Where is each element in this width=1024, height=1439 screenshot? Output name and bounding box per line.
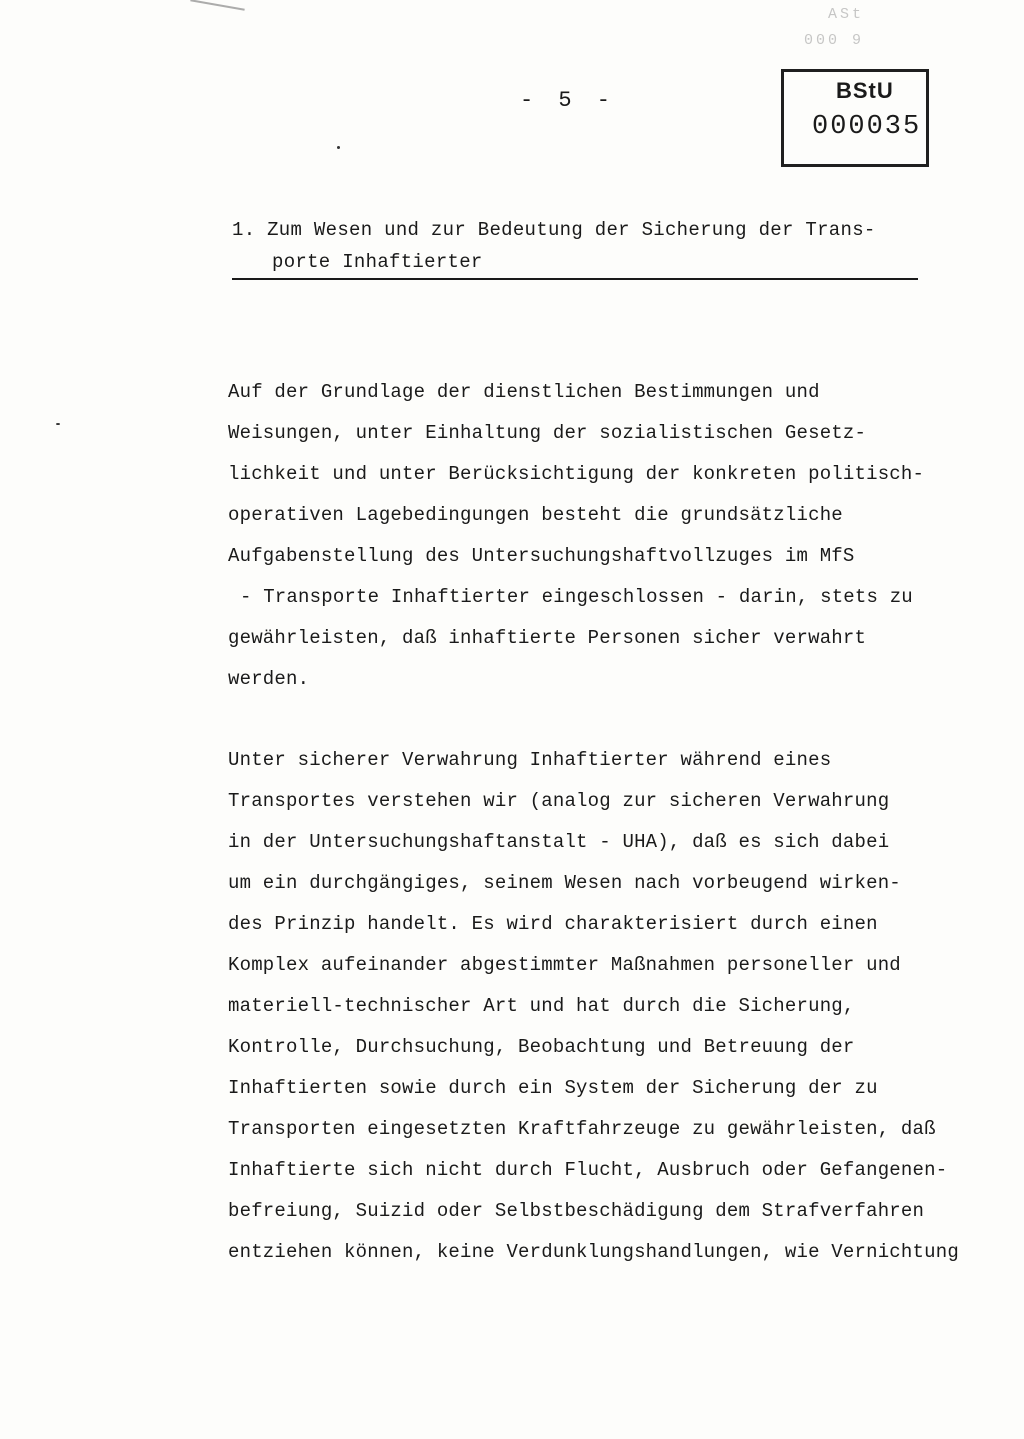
paragraph-line: Inhaftierte sich nicht durch Flucht, Ausbruch oder Gefangenen-: [228, 1159, 948, 1181]
paragraph-line: Auf der Grundlage der dienstlichen Bestimmungen und: [228, 381, 820, 403]
paragraph-line: lichkeit und unter Berücksichtigung der konkreten politisch-: [228, 463, 925, 485]
paragraph-line: werden.: [228, 668, 310, 690]
paragraph-line: befreiung, Suizid oder Selbstbeschädigung dem Strafverfahren: [228, 1200, 925, 1222]
archive-mark-line-1: ASt: [828, 6, 865, 23]
heading-line: porte Inhaftierter: [272, 251, 483, 273]
paragraph-line: operativen Lagebedingungen besteht die grundsätzliche: [228, 504, 843, 526]
section-heading: [232, 214, 932, 278]
paragraph-2: [228, 740, 1008, 1273]
paragraph-line: Weisungen, unter Einhaltung der sozialistischen Gesetz-: [228, 422, 867, 444]
paragraph-line: entziehen können, keine Verdunklungshandlungen, wie Vernichtung: [228, 1241, 959, 1263]
paragraph-1: [228, 372, 1008, 700]
paragraph-line: Unter sicherer Verwahrung Inhaftierter während eines: [228, 749, 832, 771]
stamp-number: 000035: [812, 112, 922, 142]
paragraph-line: Aufgabenstellung des Untersuchungshaftvollzuges im MfS: [228, 545, 855, 567]
archive-mark-line-2: 000 9: [804, 32, 865, 49]
paragraph-line: Komplex aufeinander abgestimmter Maßnahmen personeller und: [228, 954, 901, 976]
paragraph-line: um ein durchgängiges, seinem Wesen nach vorbeugend wirken-: [228, 872, 901, 894]
paragraph-line: gewährleisten, daß inhaftierte Personen sicher verwahrt: [228, 627, 867, 649]
paragraph-line: des Prinzip handelt. Es wird charakterisiert durch einen: [228, 913, 878, 935]
scan-pencil-mark: [190, 0, 245, 11]
paragraph-line: Transportes verstehen wir (analog zur sicheren Verwahrung: [228, 790, 890, 812]
paragraph-line: Inhaftierten sowie durch ein System der Sicherung der zu: [228, 1077, 878, 1099]
page-number: - 5 -: [520, 88, 617, 113]
heading-line: 1. Zum Wesen und zur Bedeutung der Sicherung der Trans-: [232, 219, 876, 241]
paragraph-line: - Transporte Inhaftierter eingeschlossen - darin, stets zu: [240, 586, 913, 608]
paragraph-line: materiell-technischer Art und hat durch die Sicherung,: [228, 995, 855, 1017]
archive-faint-marks: [760, 6, 930, 56]
stamp-label: BStU: [836, 78, 894, 103]
heading-underline: [232, 278, 918, 280]
paragraph-line: Transporten eingesetzten Kraftfahrzeuge zu gewährleisten, daß: [228, 1118, 936, 1140]
scan-speck: [56, 423, 60, 425]
scan-speck: [337, 146, 340, 149]
bstu-stamp: [781, 69, 929, 167]
paragraph-line: in der Untersuchungshaftanstalt - UHA), daß es sich dabei: [228, 831, 890, 853]
paragraph-line: Kontrolle, Durchsuchung, Beobachtung und Betreuung der: [228, 1036, 855, 1058]
